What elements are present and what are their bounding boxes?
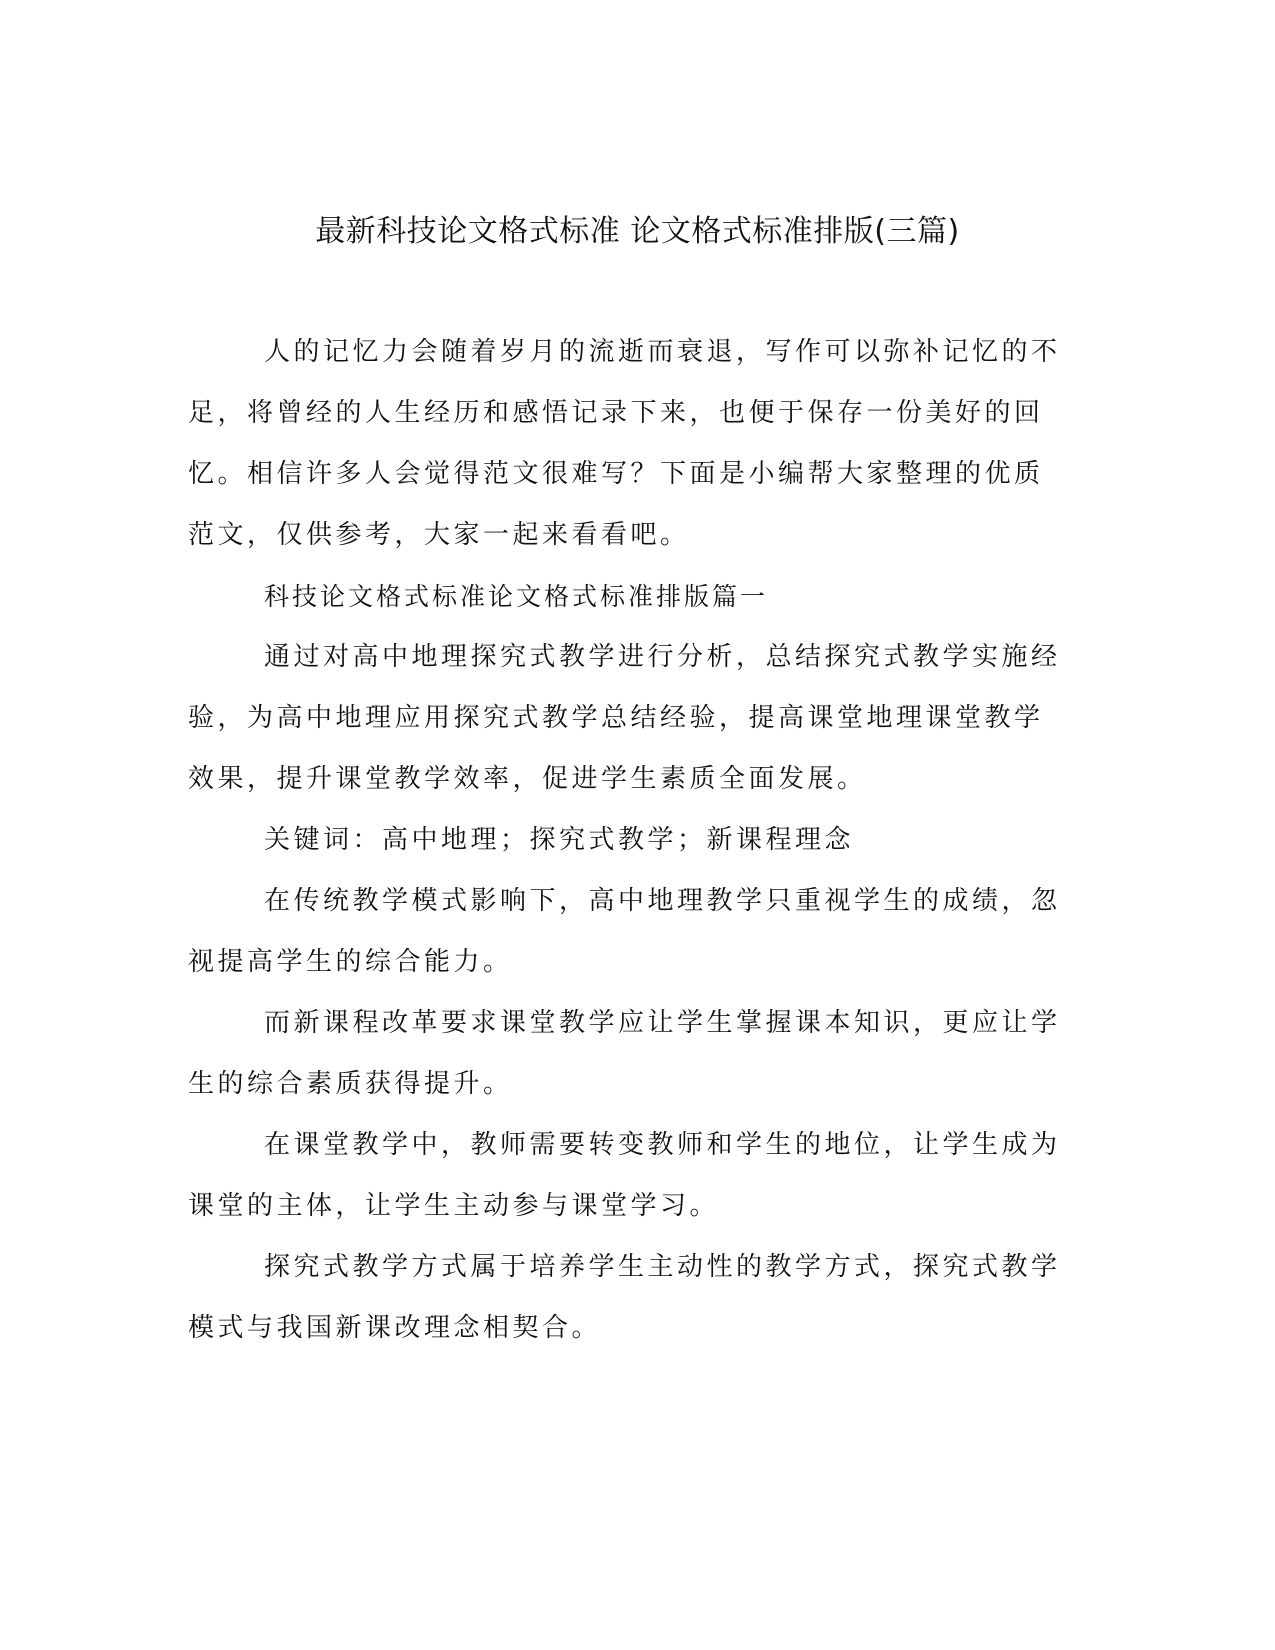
abstract-paragraph: 通过对高中地理探究式教学进行分析，总结探究式教学实施经验，为高中地理应用探究式教学总结经验，提高课堂地理课堂教学效果，提升课堂教学效率，促进学生素质全面发展。 — [188, 642, 1061, 794]
intro-paragraph: 人的记忆力会随着岁月的流逝而衰退，写作可以弥补记忆的不足，将曾经的人生经历和感悟记录下来，也便于保存一份美好的回忆。相信许多人会觉得范文很难写？下面是小编帮大家整理的优质范文，仅供参考，大家一起来看看吧。 — [188, 337, 1061, 550]
body-paragraph: 在课堂教学中，教师需要转变教师和学生的地位，让学生成为课堂的主体，让学生主动参与课堂学习。 — [188, 1130, 1061, 1221]
keywords-paragraph: 关键词：高中地理；探究式教学；新课程理念 — [264, 825, 855, 855]
body-paragraph: 在传统教学模式影响下，高中地理教学只重视学生的成绩，忽视提高学生的综合能力。 — [188, 886, 1061, 977]
document-body — [188, 322, 1068, 1359]
section-heading: 科技论文格式标准论文格式标准排版篇一 — [264, 582, 769, 611]
body-paragraph: 而新课程改革要求课堂教学应让学生掌握课本知识，更应让学生的综合素质获得提升。 — [188, 1008, 1061, 1099]
document-title: 最新科技论文格式标准 论文格式标准排版(三篇) — [315, 214, 960, 249]
body-paragraph: 探究式教学方式属于培养学生主动性的教学方式，探究式教学模式与我国新课改理念相契合。 — [188, 1252, 1061, 1343]
